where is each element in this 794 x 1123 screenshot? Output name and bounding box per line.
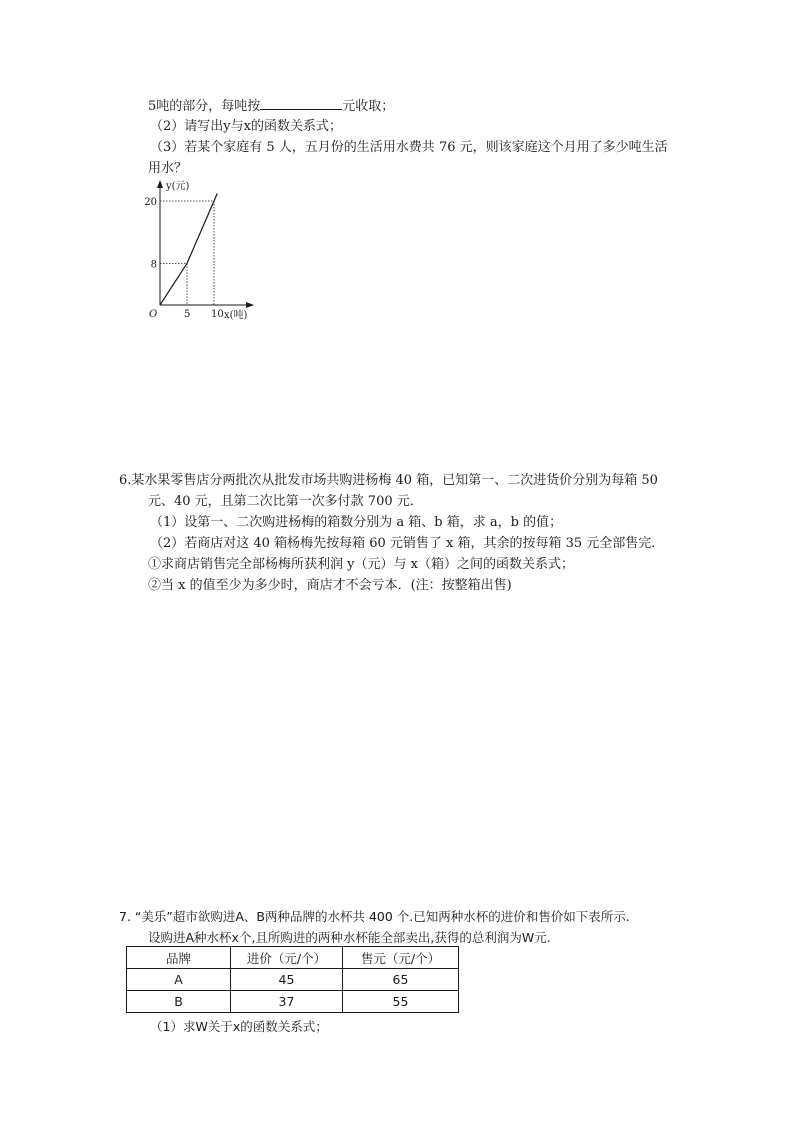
y-axis-label: y(元): [166, 181, 190, 192]
q6-part2: （2）若商店对这 40 箱杨梅先按每箱 60 元销售了 x 箱，其余的按每箱 35 元全部售完．: [150, 536, 665, 551]
graph-series-line: [160, 194, 217, 305]
y-tick-label: 20: [144, 197, 157, 208]
q5-part2: （2）请写出y与x的函数关系式；: [150, 119, 342, 134]
x-axis-label: x(吨): [224, 310, 248, 321]
cell-cost-price: 45: [231, 969, 343, 991]
x-tick-label: 10: [211, 309, 224, 320]
origin-label: O: [149, 309, 158, 320]
table-header-row: [127, 947, 459, 969]
q5-line1-post: 元收取；: [342, 99, 395, 114]
q5-part3-line1: （3）若某个家庭有 5 人，五月份的生活用水费共 76 元，则该家庭这个月用了多少吨生活: [150, 140, 668, 155]
header-brand: 品牌: [127, 947, 231, 969]
q6-stem-line1: 6.某水果零售店分两批次从批发市场共购进杨梅 40 箱，已知第一、二次进货价分别为每箱 50: [119, 473, 658, 488]
header-cost-price: 进价（元/个）: [231, 947, 343, 969]
q5-function-graph: [140, 176, 260, 324]
cell-cost-price: 37: [231, 991, 343, 1013]
q6-stem-line2: 元、40 元，且第二次比第一次多付款 700 元．: [148, 494, 423, 509]
q5-line1: [148, 97, 394, 116]
graph-ticks: [144, 197, 223, 320]
table-row: [127, 969, 459, 991]
cell-brand: B: [127, 991, 231, 1013]
q5-part3-line2: 用水？: [148, 161, 188, 176]
q7-stem-line2: 设购进A种水杯x个,且所购进的两种水杯能全部卖出,获得的总利润为W元.: [148, 930, 551, 945]
q7-stem-line1: 7. “美乐”超市欲购进A、B两种品牌的水杯共 400 个.已知两种水杯的进价和售价如下表所示.: [119, 909, 630, 924]
answer-blank[interactable]: [260, 97, 342, 110]
cell-brand: A: [127, 969, 231, 991]
header-sale-price: 售元（元/个）: [343, 947, 459, 969]
y-tick-label: 8: [150, 259, 157, 271]
q6-sub1: ①求商店销售完全部杨梅所获利润 y（元）与 x（箱）之间的函数关系式；: [148, 557, 574, 572]
cell-sale-price: 55: [343, 991, 459, 1013]
graph-guide-lines: [160, 201, 214, 305]
q7-part1: （1）求W关于x的函数关系式；: [150, 1019, 328, 1034]
q5-line1-pre: 5吨的部分，每吨按: [148, 99, 261, 114]
q6-sub2: ②当 x 的值至少为多少时，商店才不会亏本．(注：按整箱出售): [148, 578, 512, 593]
q7-price-table: [126, 946, 459, 1013]
table-row: [127, 991, 459, 1013]
graph-axes: [157, 180, 254, 308]
q6-part1: （1）设第一、二次购进杨梅的箱数分别为 a 箱、b 箱，求 a，b 的值；: [150, 515, 563, 530]
cell-sale-price: 65: [343, 969, 459, 991]
x-tick-label: 5: [184, 309, 191, 320]
